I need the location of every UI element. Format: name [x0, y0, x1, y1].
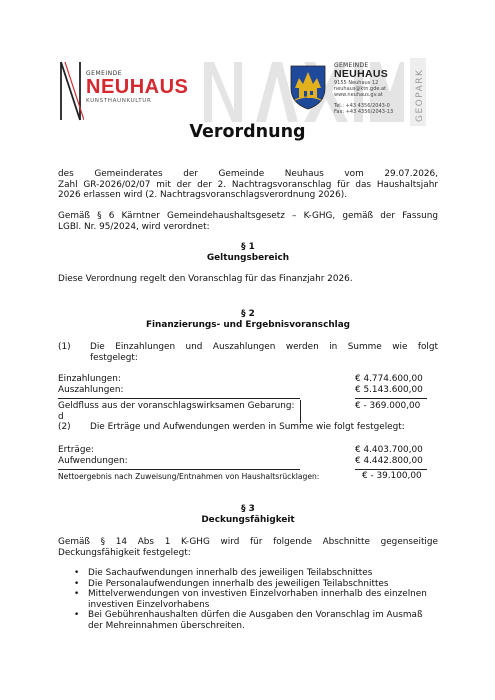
- geldfluss-value: € - 369.000,00: [355, 401, 421, 411]
- sum-divider-left: [58, 398, 300, 399]
- netto-label: Nettoergebnis nach Zuweisung/Entnahmen von Haushaltsrücklagen:: [58, 472, 320, 481]
- geopark-text: GEOPARK: [415, 68, 425, 122]
- amount-label: Auszahlungen:: [58, 385, 124, 395]
- section-3-number: § 3: [241, 504, 255, 514]
- sum-divider-right: [355, 469, 427, 470]
- list-item: [74, 568, 434, 579]
- amount-label: Aufwendungen:: [58, 456, 128, 466]
- address-website: www.neuhaus.gv.at: [334, 92, 383, 99]
- amount-label: Einzahlungen:: [58, 374, 121, 384]
- logo-gemeinde: GEMEINDE: [86, 70, 123, 77]
- intro-legal-line-2: LGBl. Nr. 95/2024, wird verordnet:: [58, 221, 210, 232]
- bullet-icon: •: [74, 589, 80, 600]
- address-email: neuhaus@ktn.gde.at: [334, 86, 387, 93]
- letterhead: [58, 58, 442, 126]
- amount-row: [58, 374, 438, 385]
- list-item-text: Mittelverwendungen von investiven Einzelvorhaben innerhalb des einzelnen investiven Einzelvorhabens: [88, 589, 427, 610]
- netto-row: [58, 471, 438, 482]
- list-item: [74, 610, 434, 631]
- address-gemeinde: GEMEINDE: [334, 62, 369, 69]
- coverage-list: [74, 568, 434, 632]
- neuhaus-logo-mark: [58, 60, 84, 122]
- list-item: [74, 589, 434, 610]
- list-item-text: Bei Gebührenhaushalten dürfen die Ausgaben den Voranschlag im Ausmaß der Mehreinnahmen überschreiten.: [88, 610, 423, 631]
- item-1-number: (1): [58, 342, 71, 352]
- sum-divider-right: [355, 398, 427, 399]
- amount-row: [58, 456, 438, 467]
- address-name: NEUHAUS: [334, 68, 389, 80]
- item-2-text: Die Erträge und Aufwendungen werden in Summe wie folgt festgelegt:: [90, 422, 405, 432]
- list-item-text: Die Sachaufwendungen innerhalb des jeweiligen Teilabschnittes: [88, 568, 373, 578]
- list-item: [74, 579, 434, 590]
- amount-row: [58, 445, 438, 456]
- sum-divider-left: [58, 469, 300, 470]
- item-2-number: (2): [58, 422, 71, 432]
- logo-name: NEUHAUS: [86, 76, 189, 98]
- neuhaus-logo-text: [86, 70, 188, 104]
- coat-of-arms-icon: [289, 64, 327, 110]
- address-phone: Tel.: +43 4356/2043-0: [334, 102, 390, 109]
- address-line: 9155 Neuhaus 12: [334, 80, 379, 86]
- intro-legal-line-1: Gemäß § 6 Kärntner Gemeindehaushaltsgesetz – K-GHG, gemäß der Fassung: [58, 211, 438, 221]
- amount-row: [58, 385, 438, 396]
- intro-line-3: 2026 erlassen wird (2. Nachtragsvoranschlagsverordnung 2026).: [58, 190, 348, 201]
- section-1-text: Diese Verordnung regelt den Voranschlag für das Finanzjahr 2026.: [58, 274, 353, 284]
- amount-value: € 5.143.600,00: [355, 385, 423, 395]
- amount-value: € 4.403.700,00: [355, 445, 423, 455]
- bullet-icon: •: [74, 568, 80, 578]
- geopark-vertical-label: [408, 58, 428, 126]
- intro-line-2: Zahl GR-2026/02/07 mit der der 2. Nachtragsvoranschlag für das Haushaltsjahr: [58, 179, 438, 190]
- amount-value: € 4.774.600,00: [355, 374, 423, 384]
- page-title: Verordnung: [189, 122, 306, 142]
- geldfluss-row: [58, 401, 438, 412]
- intro-line-1: des Gemeinderates der Gemeinde Neuhaus vom 29.07.2026,: [58, 169, 438, 179]
- amount-value: € 4.442.800,00: [355, 456, 423, 466]
- netto-value: € - 39.100,00: [362, 471, 422, 481]
- section-2-heading: Finanzierungs- und Ergebnisvoranschlag: [145, 320, 351, 330]
- item-1-text-line-1: Die Einzahlungen und Auszahlungen werden in Summe wie folgt: [90, 342, 438, 352]
- address-fax: Fax: +43 4356/2043-13: [334, 108, 394, 115]
- section-1-number: § 1: [241, 242, 255, 252]
- list-item-text: Die Personalaufwendungen innerhalb des jeweiligen Teilabschnittes: [88, 578, 389, 589]
- item-1-text-line-2: festgelegt:: [90, 352, 138, 363]
- geldfluss-label: Geldfluss aus der voranschlagswirksamen Gebarung:: [58, 401, 295, 411]
- section-1-heading: Geltungsbereich: [206, 253, 290, 263]
- section-3-heading: Deckungsfähigkeit: [201, 515, 295, 525]
- section-2-number: § 2: [241, 309, 255, 319]
- section-3-intro-line-2: Deckungsfähigkeit festgelegt:: [58, 547, 191, 558]
- logo-subtitle: KUNSTHAUNKULTUR: [86, 98, 152, 104]
- geldfluss-label-wrap: d: [58, 411, 64, 422]
- amount-label: Erträge:: [58, 445, 94, 455]
- geldfluss-cell-divider: [300, 400, 301, 423]
- bullet-icon: •: [74, 578, 80, 589]
- section-3-intro-line-1: Gemäß § 14 Abs 1 K-GHG wird für folgende Abschnitte gegenseitige: [58, 537, 438, 547]
- bullet-icon: •: [74, 610, 80, 621]
